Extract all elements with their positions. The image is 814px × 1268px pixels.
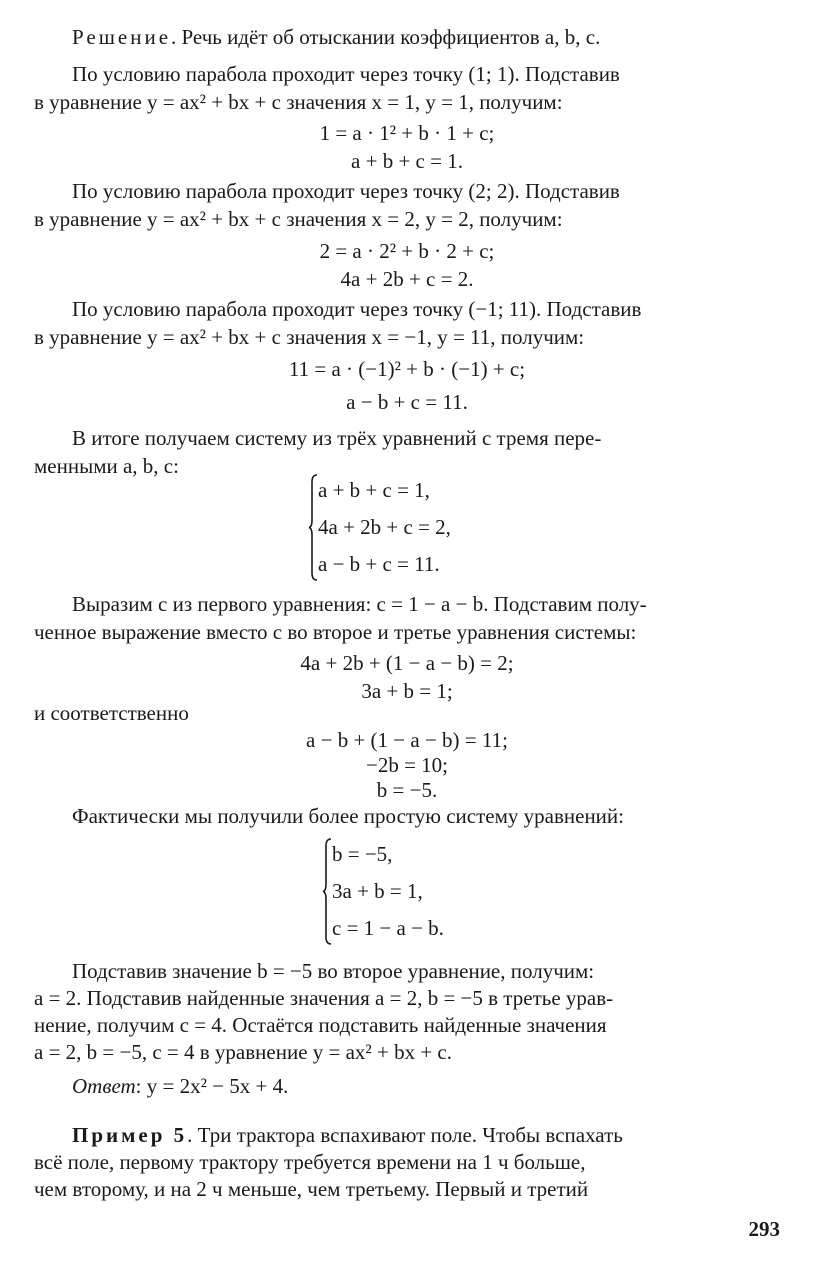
system-row: b = −5, — [332, 842, 393, 866]
equation: −2b = 10; — [365, 753, 449, 777]
text-line: Выразим c из первого уравнения: c = 1 − a − b. Подставим полу- — [72, 592, 647, 616]
text-line: в уравнение y = ax² + bx + c значения x = 2, y = 2, получим: — [34, 207, 563, 231]
left-brace-icon — [322, 838, 332, 945]
text-line: По условию парабола проходит через точку (2; 2). Подставив — [72, 179, 620, 203]
equation: 3a + b = 1; — [361, 679, 453, 703]
text-line: менными a, b, c: — [34, 454, 179, 478]
text-line: и соответственно — [34, 701, 189, 725]
text-line: По условию парабола проходит через точку (1; 1). Подставив — [72, 62, 620, 86]
text-line: Подставив значение b = −5 во второе уравнение, получим: — [72, 959, 595, 983]
equation: a + b + c = 1. — [351, 149, 463, 173]
answer-line: Ответ: y = 2x² − 5x + 4. — [72, 1074, 289, 1098]
text-line: нение, получим c = 4. Остаётся подставить найденные значения — [34, 1013, 607, 1037]
equation: 4a + 2b + (1 − a − b) = 2; — [300, 651, 514, 675]
page-number: 293 — [748, 1217, 780, 1241]
equation: b = −5. — [376, 778, 438, 802]
text-line: a = 2. Подставив найденные значения a = 2, b = −5 в третье урав- — [34, 986, 614, 1010]
equation: 2 = a · 2² + b · 2 + c; — [319, 239, 495, 263]
solution-label: Решение — [72, 25, 172, 49]
text-line: в уравнение y = ax² + bx + c значения x = 1, y = 1, получим: — [34, 90, 563, 114]
equation: 11 = a · (−1)² + b · (−1) + c; — [288, 357, 526, 381]
system-row: 3a + b = 1, — [332, 879, 423, 903]
equation: 1 = a · 1² + b · 1 + c; — [319, 121, 495, 145]
text-line: всё поле, первому трактору требуется времени на 1 ч больше, — [34, 1150, 586, 1174]
system-row: 4a + 2b + c = 2, — [318, 515, 451, 539]
system-row: c = 1 − a − b. — [332, 916, 444, 940]
text-line: В итоге получаем систему из трёх уравнений с тремя пере- — [72, 426, 602, 450]
text-line: a = 2, b = −5, c = 4 в уравнение y = ax² + bx + c. — [34, 1040, 452, 1064]
equation: 4a + 2b + c = 2. — [340, 267, 474, 291]
text-line: По условию парабола проходит через точку (−1; 11). Подставив — [72, 297, 642, 321]
equation-system-1 — [308, 472, 528, 583]
solution-line-1: Решение. Речь идёт об отыскании коэффициентов a, b, c. — [72, 25, 601, 49]
system-row: a + b + c = 1, — [318, 478, 430, 502]
example-line: Пример 5. Три трактора вспахивают поле. Чтобы вспахать — [72, 1123, 623, 1147]
system-row: a − b + c = 11. — [318, 552, 440, 576]
text-line: в уравнение y = ax² + bx + c значения x = −1, y = 11, получим: — [34, 325, 585, 349]
answer-label: Ответ — [72, 1074, 136, 1098]
left-brace-icon — [308, 474, 318, 581]
equation-system-2 — [322, 836, 522, 947]
equation: a − b + (1 − a − b) = 11; — [306, 728, 508, 752]
text-line: чем второму, и на 2 ч меньше, чем третьему. Первый и третий — [34, 1177, 589, 1201]
equation: a − b + c = 11. — [346, 390, 468, 414]
text-line: ченное выражение вместо c во второе и третье уравнения системы: — [34, 620, 637, 644]
text-line: Фактически мы получили более простую систему уравнений: — [72, 804, 624, 828]
example-label: Пример 5 — [72, 1123, 188, 1147]
